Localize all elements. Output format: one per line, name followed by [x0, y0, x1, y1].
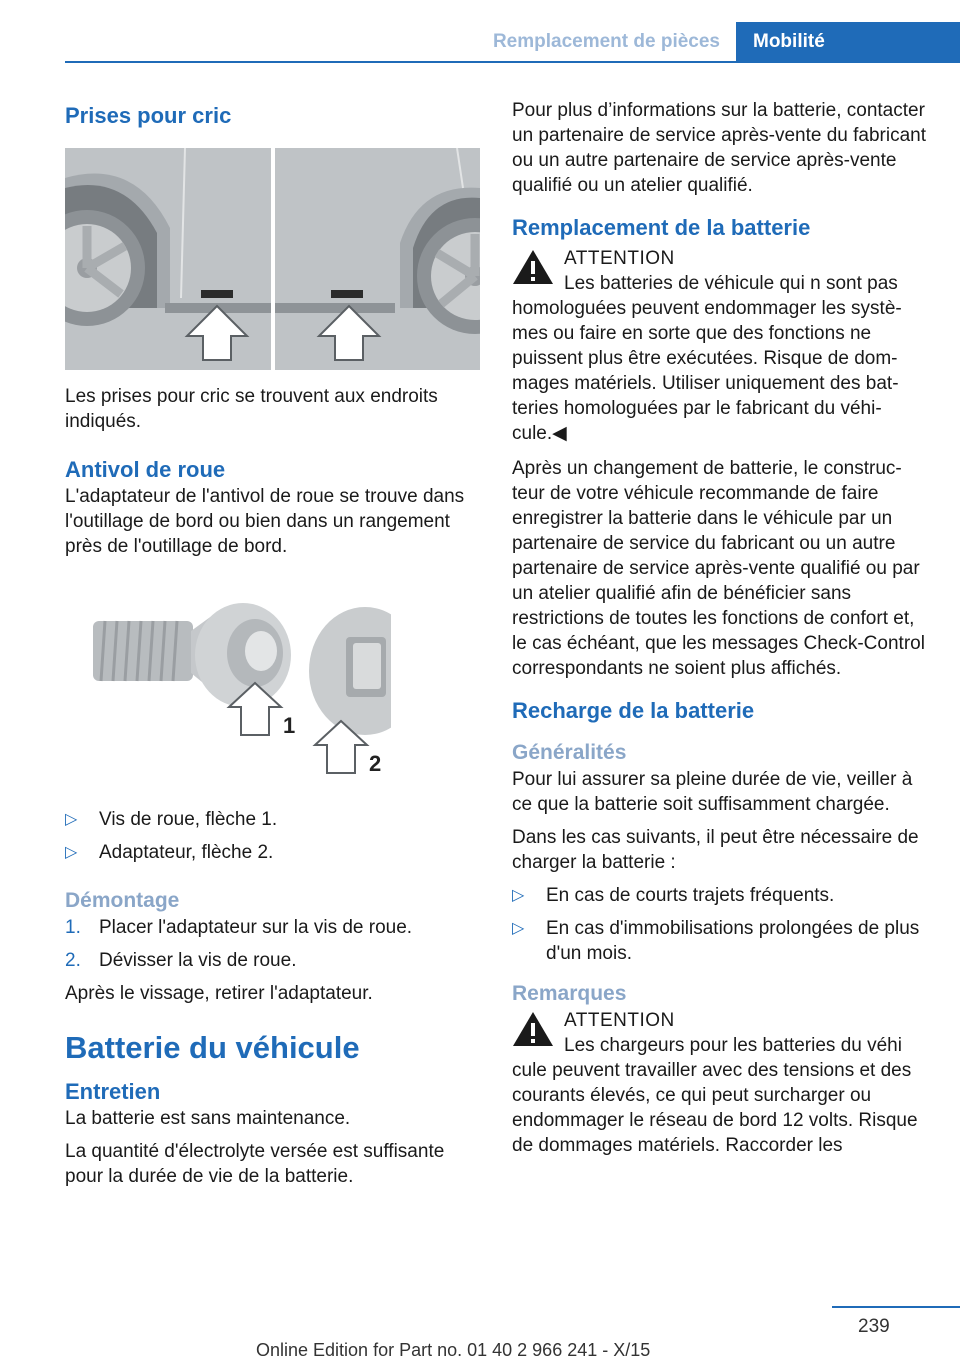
- antitheft-title: Antivol de roue: [65, 457, 226, 482]
- care-text-1: La batterie est sans maintenance.: [65, 1108, 351, 1129]
- warning-2-text: cule peuvent travailler avec des tensions et des courants élevés, ce qui peut surcharger ou endommager le réseau de bord 12 volts. Risque de dommages matériels. Raccorder les: [512, 1060, 918, 1156]
- edition-line: Online Edition for Part no. 01 40 2 966 241 - X/15: [256, 1340, 651, 1360]
- antitheft-text: L'adaptateur de l'antivol de roue se trouve dans l'outillage de bord ou bien dans un rangement près de l'outillage de bord.: [65, 486, 465, 557]
- bullet-triangle-icon: ▷: [65, 811, 78, 828]
- warning-1-title: ATTENTION: [564, 248, 675, 269]
- jack-points-title: Prises pour cric: [65, 103, 232, 128]
- car-sills-illustration: [65, 148, 480, 370]
- bolt-label-1: 1: [283, 713, 296, 738]
- replace-battery-title: Remplacement de la batterie: [512, 215, 811, 240]
- warning-box-2: [512, 1008, 928, 1158]
- charge-battery-title: Recharge de la batterie: [512, 698, 755, 723]
- warning-triangle-icon: [512, 1010, 554, 1048]
- after-change-text: Après un changement de batterie, le constructeur de votre véhicule recommande de faire enregistrer la batterie dans le véhicule par un partenaire de service du fabricant ou un autre partenaire de service après-vente qualifié ou par un atelier qualifié afin de bénéficier sans restrictions de toutes les fonctions de confort et, le cas échéant, que les messages Check-Control correspondants ne soient plus affichés.: [512, 458, 925, 679]
- bullet-triangle-icon: ▷: [512, 920, 525, 937]
- warning-box-1: [512, 246, 928, 446]
- page-number: 239: [858, 1316, 890, 1337]
- warning-1-text: homologuées peuvent endommager les systèmes ou faire en sorte que des fonctions ne puissent plus être exécutées. Risque de dommages matériels. Utiliser uniquement des batteries homologuées par le fabricant du véhicule.◀: [512, 298, 902, 444]
- left-column: [65, 98, 483, 1197]
- removal-steps: [65, 915, 483, 973]
- care-title: Entretien: [65, 1079, 161, 1104]
- bullet-triangle-icon: ▷: [65, 844, 78, 861]
- header-breadcrumb: Remplacement de pièces: [492, 31, 720, 52]
- header-rule: [65, 61, 960, 63]
- notes-title: Remarques: [512, 982, 627, 1005]
- list-item: ▷ Adaptateur, flèche 2.: [65, 842, 274, 863]
- warning-2-first-line: Les chargeurs pour les batteries du véhi: [564, 1035, 902, 1056]
- footer-rule: [832, 1306, 960, 1308]
- list-item: 2. Dévisser la vis de roue.: [65, 950, 297, 971]
- care-text-2: La quantité d'électrolyte versée est suffisante pour la durée de vie de la batterie.: [65, 1141, 445, 1187]
- charge-cases-list: [512, 883, 928, 966]
- list-item: ▷ En cas de courts trajets fréquents.: [512, 885, 835, 906]
- header-section-tab: Mobilité: [736, 22, 960, 63]
- list-item: 1. Placer l'adaptateur sur la vis de roue.: [65, 917, 413, 938]
- bolt-parts-list: [65, 807, 483, 865]
- jack-points-text: Les prises pour cric se trouvent aux endroits indiqués.: [65, 386, 438, 432]
- jack-points-figure: [65, 148, 480, 370]
- general-text: Pour lui assurer sa pleine durée de vie, veiller à ce que la batterie soit suffisamment chargée.: [512, 769, 913, 815]
- warning-1-first-line: Les batteries de véhicule qui n sont pas: [564, 273, 898, 294]
- bullet-triangle-icon: ▷: [512, 887, 525, 904]
- after-screwing-text: Après le vissage, retirer l'adaptateur.: [65, 983, 373, 1004]
- cases-text: Dans les cas suivants, il peut être nécessaire de charger la batterie :: [512, 827, 919, 873]
- general-title: Généralités: [512, 741, 627, 764]
- warning-2-title: ATTENTION: [564, 1010, 675, 1031]
- battery-section-title: Batterie du véhicule: [65, 1030, 360, 1065]
- battery-info-text: Pour plus d’informations sur la batterie, contacter un partenaire de service après-vente du fabricant ou un autre partenaire de service après-vente qualifié ou un atelier qualifié.: [512, 100, 927, 196]
- warning-triangle-icon: [512, 248, 554, 286]
- list-item: ▷ En cas d'immobilisations prolongées de plus d'un mois.: [512, 918, 920, 964]
- right-column: [512, 98, 928, 1158]
- bolt-label-2: 2: [369, 751, 382, 776]
- removal-title: Démontage: [65, 889, 180, 912]
- list-item: ▷ Vis de roue, flèche 1.: [65, 809, 278, 830]
- wheel-bolt-adapter-illustration: [91, 591, 391, 791]
- wheel-lock-figure: [91, 591, 391, 791]
